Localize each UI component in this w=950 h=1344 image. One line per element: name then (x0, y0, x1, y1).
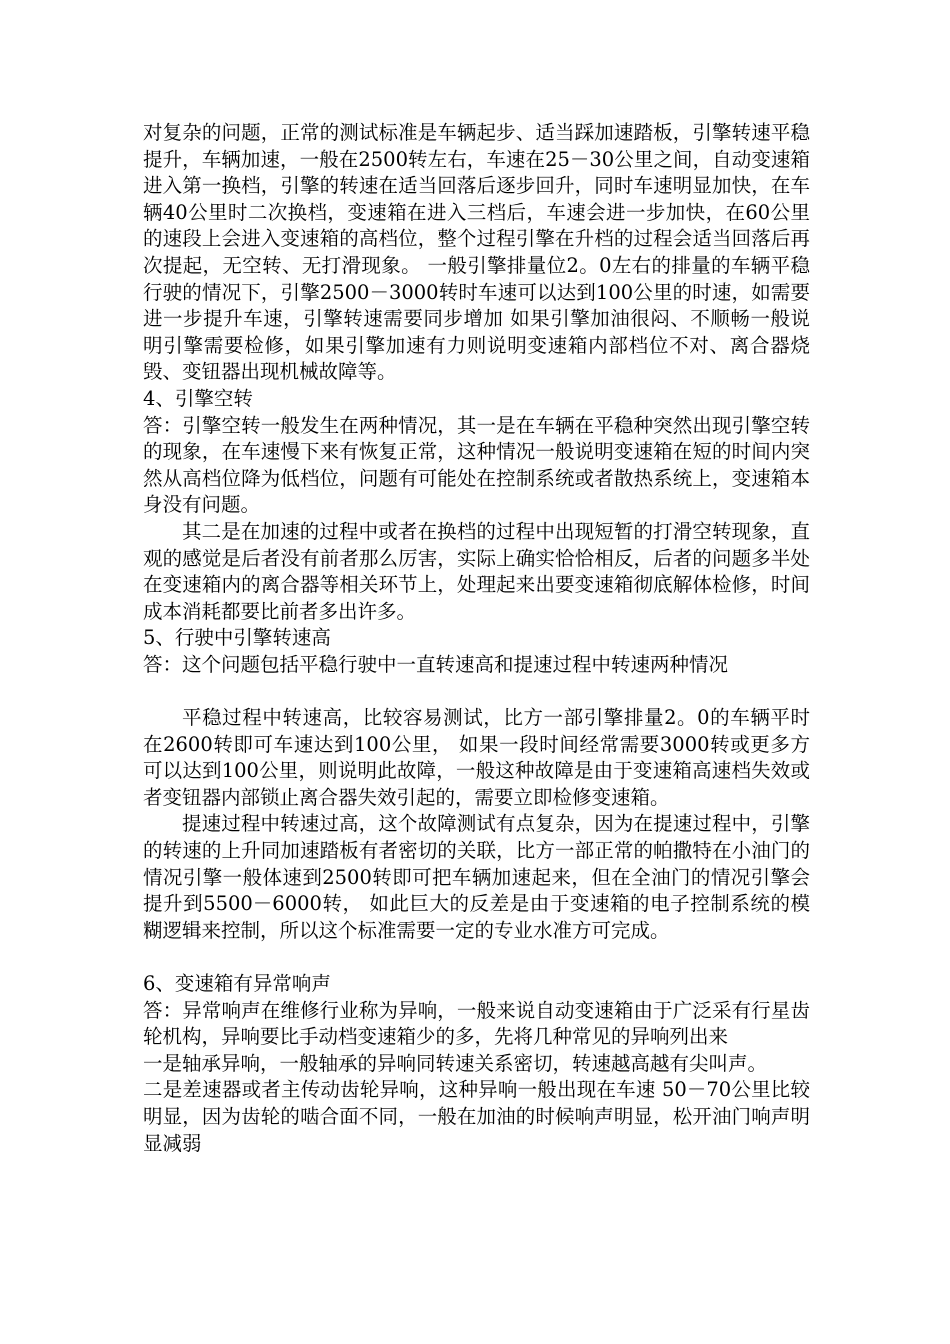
paragraph-bearing-noise: 一是轴承异响，一般轴承的异响同转速关系密切，转速越高越有尖叫声。 (143, 1051, 768, 1075)
blank-line (143, 678, 810, 705)
paragraph-shift-test: 对复杂的问题，正常的测试标准是车辆起步、适当踩加速踏板，引擎转速平稳提升，车辆加速，一般在2500转左右，车速在25－30公里之间，自动变速箱进入第一换档，引擎的转速在适当回落后逐步回升，同时车速明显加快，在车辆40公里时二次换档，变速箱在进入三档后，车速会进一步加快，在60公里的速段上会进入变速箱的高档位，整个过程引擎在升档的过程会适当回落后再次提起，无空转、无打滑现象。 一般引擎排量位2。0左右的排量的车辆平稳行驶的情况下，引擎2500－3000转时车速可以达到100公里的时速，如需要进一步提升车速，引擎转速需要同步增加 如果引擎加油很闷、不顺畅一般说明引擎需要检修，如果引擎加速有力则说明变速箱内部档位不对、离合器烧毁、变钮器出现机械故障等。 (143, 121, 810, 384)
section-heading-engine-idle-spin: 4、引擎空转 (143, 386, 253, 410)
paragraph-differential-noise: 二是差速器或者主传动齿轮异响，这种异响一般出现在车速 50－70公里比较明显，因为齿轮的啮合面不同，一般在加油的时候响声明显，松开油门响声明显减弱 (143, 1078, 810, 1155)
paragraph-idle-spin-case-one: 答：引擎空转一般发生在两种情况，其一是在车辆在平稳种突然出现引擎空转的现象，在车速慢下来有恢复正常，这种情况一般说明变速箱在短的时间内突然从高档位降为低档位，问题有可能处在控制系统或者散热系统上，变速箱本身没有问题。 (143, 413, 810, 517)
paragraph-noise-intro: 答：异常响声在维修行业称为异响，一般来说自动变速箱由于广泛采有行星齿轮机构，异响要比手动档变速箱少的多，先将几种常见的异响列出来 (143, 998, 810, 1049)
section-heading-abnormal-noise: 6、变速箱有异常响声 (143, 972, 331, 995)
paragraph-high-rpm-accelerating: 提速过程中转速过高，这个故障测试有点复杂，因为在提速过程中，引擎的转速的上升同加速踏板有者密切的关联，比方一部正常的帕撒特在小油门的情况引擎一般体速到2500转即可把车辆加速起来，但在全油门的情况引擎会提升到5500－6000转， 如此巨大的反差是由于变速箱的电子控制系统的模糊逻辑来控制，所以这个标准需要一定的专业水准方可完成。 (143, 812, 810, 942)
blank-line (143, 944, 810, 971)
paragraph-high-rpm-intro: 答：这个问题包括平稳行驶中一直转速高和提速过程中转速两种情况 (143, 652, 729, 676)
section-heading-high-rpm: 5、行驶中引擎转速高 (143, 626, 331, 650)
paragraph-high-rpm-steady: 平稳过程中转速高，比较容易测试，比方一部引擎排量2。0的车辆平时在2600转即可车速达到100公里， 如果一段时间经常需要3000转或更多方可以达到100公里，则说明此故障，一般这种故障是由于变速箱高速档失效或者变钮器内部锁止离合器失效引起的，需要立即检修变速箱。 (143, 706, 810, 809)
document-body (143, 120, 810, 1157)
paragraph-idle-spin-case-two: 其二是在加速的过程中或者在换档的过程中出现短暂的打滑空转现象，直观的感觉是后者没有前者那么厉害，实际上确实恰恰相反，后者的问题多半处在变速箱内的离合器等相关环节上，处理起来出要变速箱彻底解体检修，时间成本消耗都要比前者多出许多。 (143, 519, 810, 623)
